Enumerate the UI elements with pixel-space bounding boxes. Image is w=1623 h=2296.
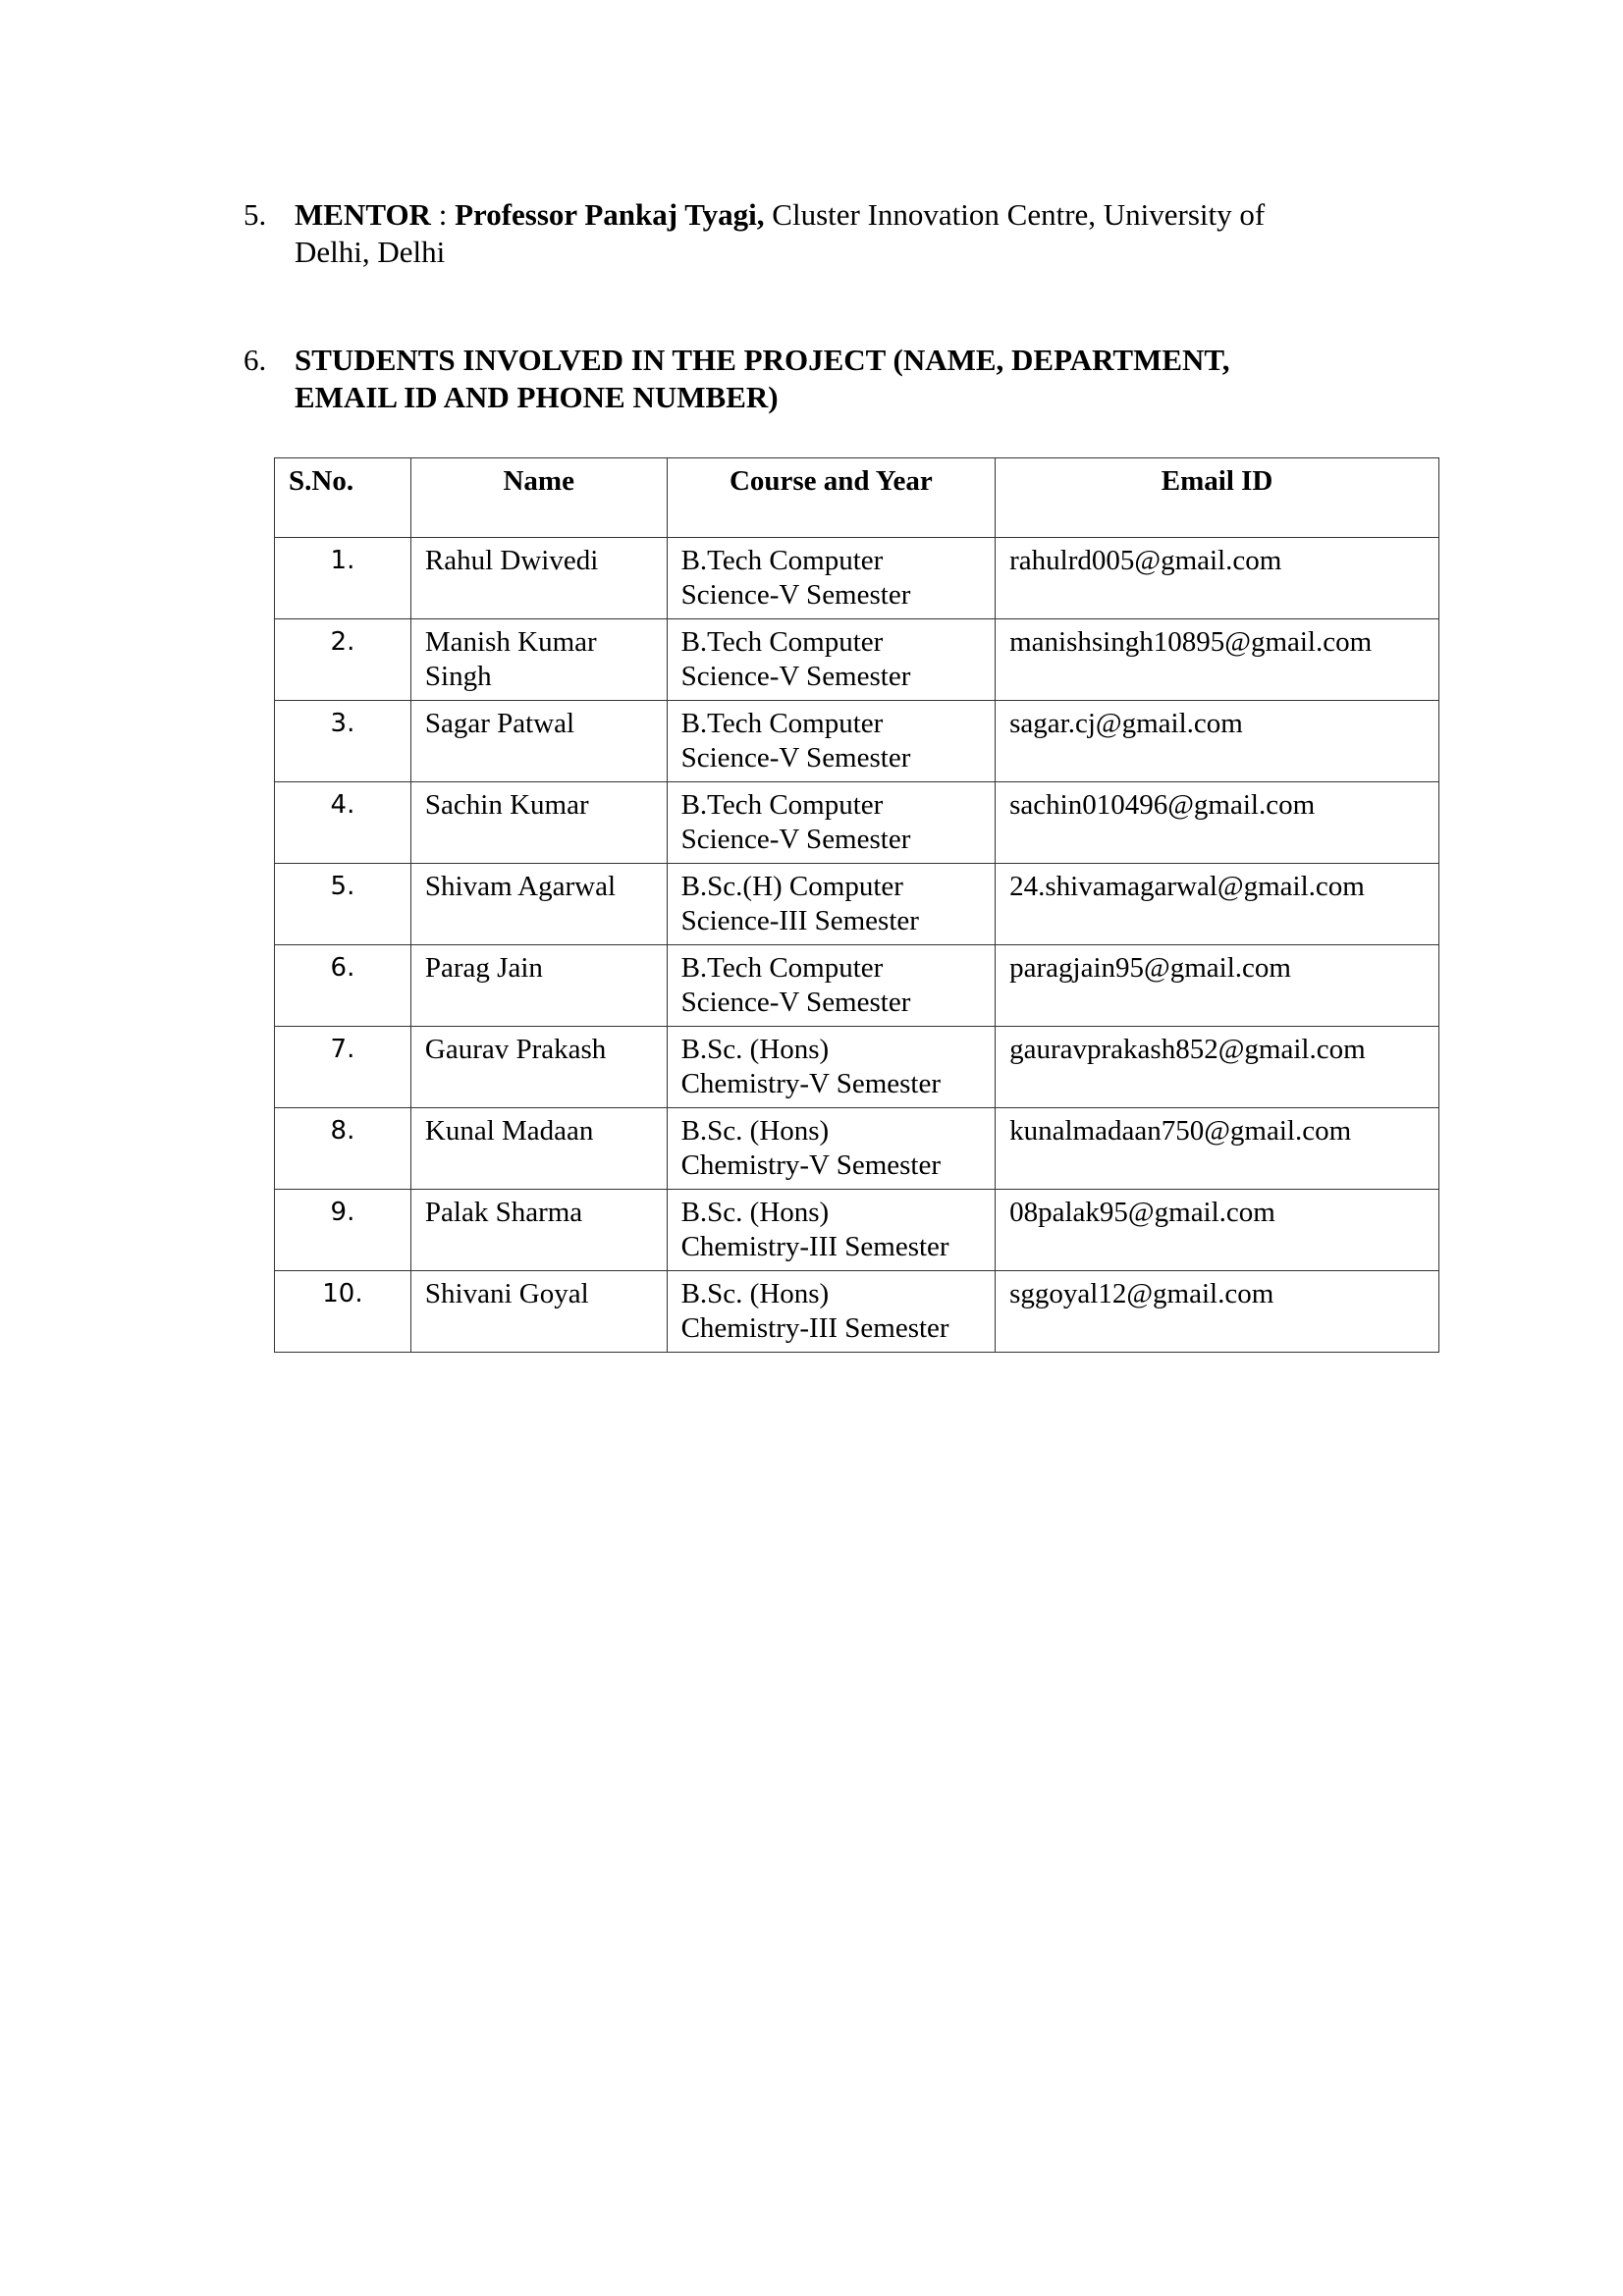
cell-name (410, 1108, 667, 1190)
cell-course-line: B.Sc. (Hons) (680, 1115, 830, 1147)
cell-course (667, 1108, 996, 1190)
cell-course (667, 701, 996, 782)
table-row (275, 945, 1439, 1027)
mentor-affiliation-line1: Cluster Innovation Centre, University of (764, 197, 1266, 232)
mentor-section (243, 196, 1382, 271)
cell-course-line: Science-V Semester (680, 579, 911, 611)
table-row (275, 1027, 1439, 1108)
cell-name (410, 864, 667, 945)
cell-sno: 5. (275, 864, 411, 945)
table-row (275, 1190, 1439, 1271)
cell-name (410, 1027, 667, 1108)
mentor-name: Professor Pankaj Tyagi, (455, 197, 765, 232)
cell-name-line: Rahul Dwivedi (424, 545, 599, 576)
cell-sno: 8. (275, 1108, 411, 1190)
cell-name-line: Sachin Kumar (424, 789, 589, 821)
mentor-row (243, 196, 1382, 271)
students-heading-line2: EMAIL ID AND PHONE NUMBER) (295, 380, 779, 414)
cell-course-line: Science-V Semester (680, 742, 911, 774)
cell-course-line: B.Sc. (Hons) (680, 1034, 830, 1065)
cell-name-line: Shivam Agarwal (424, 871, 616, 902)
cell-course (667, 864, 996, 945)
cell-course-line: Science-III Semester (680, 905, 919, 936)
cell-name-line: Gaurav Prakash (424, 1034, 607, 1065)
cell-name (410, 538, 667, 619)
cell-email: 24.shivamagarwal@gmail.com (996, 864, 1439, 945)
cell-email: sagar.cj@gmail.com (996, 701, 1439, 782)
cell-email: rahulrd005@gmail.com (996, 538, 1439, 619)
cell-name (410, 701, 667, 782)
cell-sno: 4. (275, 782, 411, 864)
header-sno: S.No. (275, 458, 411, 538)
cell-name (410, 619, 667, 701)
cell-course-line: Science-V Semester (680, 661, 911, 692)
students-section-number: 6. (243, 343, 267, 377)
header-name: Name (410, 458, 667, 538)
cell-name-line: Singh (424, 661, 492, 692)
table-row (275, 1271, 1439, 1353)
cell-course-line: Chemistry-III Semester (680, 1231, 949, 1262)
header-email: Email ID (996, 458, 1439, 538)
cell-course-line: B.Sc. (Hons) (680, 1278, 830, 1309)
cell-course-line: Chemistry-III Semester (680, 1312, 949, 1344)
students-heading-row (243, 342, 1382, 416)
cell-course-line: B.Tech Computer (680, 708, 884, 739)
cell-course-line: B.Tech Computer (680, 952, 884, 984)
mentor-section-number: 5. (243, 197, 267, 232)
cell-course-line: Science-V Semester (680, 987, 911, 1018)
students-heading-line1: STUDENTS INVOLVED IN THE PROJECT (NAME, DEPARTMENT, (295, 343, 1230, 377)
table-row (275, 701, 1439, 782)
cell-course (667, 1271, 996, 1353)
table-row (275, 619, 1439, 701)
cell-name-line: Shivani Goyal (424, 1278, 589, 1309)
cell-course-line: B.Tech Computer (680, 626, 884, 658)
table-header-row (275, 458, 1439, 538)
cell-sno: 7. (275, 1027, 411, 1108)
cell-course (667, 619, 996, 701)
cell-email: 08palak95@gmail.com (996, 1190, 1439, 1271)
mentor-label: MENTOR (295, 197, 431, 232)
cell-name (410, 1271, 667, 1353)
cell-course (667, 945, 996, 1027)
table-row (275, 782, 1439, 864)
students-section (243, 342, 1382, 416)
header-course: Course and Year (667, 458, 996, 538)
cell-sno: 1. (275, 538, 411, 619)
cell-name-line: Kunal Madaan (424, 1115, 594, 1147)
cell-course-line: B.Tech Computer (680, 789, 884, 821)
cell-name-line: Palak Sharma (424, 1197, 583, 1228)
cell-course-line: Science-V Semester (680, 824, 911, 855)
cell-sno: 2. (275, 619, 411, 701)
cell-name (410, 1190, 667, 1271)
cell-course-line: B.Sc. (Hons) (680, 1197, 830, 1228)
table-row (275, 538, 1439, 619)
cell-email: paragjain95@gmail.com (996, 945, 1439, 1027)
cell-course-line: Chemistry-V Semester (680, 1149, 942, 1181)
table-body (275, 538, 1439, 1353)
cell-sno: 10. (275, 1271, 411, 1353)
cell-email: manishsingh10895@gmail.com (996, 619, 1439, 701)
cell-course-line: B.Tech Computer (680, 545, 884, 576)
cell-course (667, 1027, 996, 1108)
cell-name (410, 782, 667, 864)
table-row (275, 864, 1439, 945)
cell-email: kunalmadaan750@gmail.com (996, 1108, 1439, 1190)
cell-email: sachin010496@gmail.com (996, 782, 1439, 864)
table-row (275, 1108, 1439, 1190)
cell-name-line: Parag Jain (424, 952, 543, 984)
cell-email: sggoyal12@gmail.com (996, 1271, 1439, 1353)
mentor-text (295, 196, 1382, 271)
cell-course-line: B.Sc.(H) Computer (680, 871, 903, 902)
cell-name-line: Manish Kumar (424, 626, 597, 658)
cell-sno: 3. (275, 701, 411, 782)
cell-name-line: Sagar Patwal (424, 708, 575, 739)
cell-course (667, 1190, 996, 1271)
cell-name (410, 945, 667, 1027)
cell-sno: 9. (275, 1190, 411, 1271)
students-table (274, 457, 1439, 1353)
mentor-separator: : (430, 197, 456, 232)
cell-course (667, 782, 996, 864)
cell-email: gauravprakash852@gmail.com (996, 1027, 1439, 1108)
students-heading (295, 342, 1382, 416)
cell-course (667, 538, 996, 619)
cell-sno: 6. (275, 945, 411, 1027)
mentor-affiliation-line2: Delhi, Delhi (295, 235, 446, 269)
cell-course-line: Chemistry-V Semester (680, 1068, 942, 1099)
